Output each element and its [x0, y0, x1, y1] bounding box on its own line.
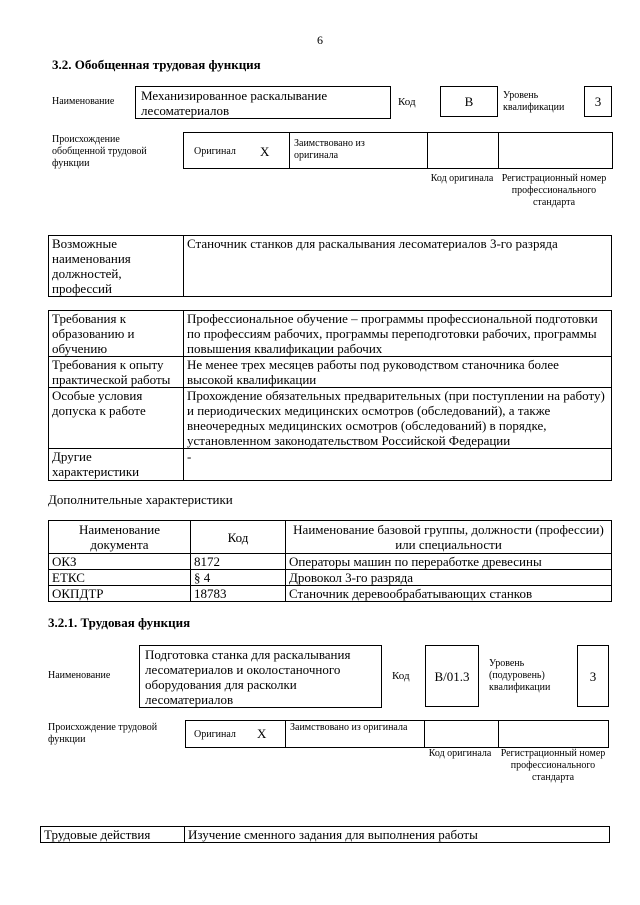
col-doc-header: Наименование документа: [49, 521, 191, 554]
table-row-name: Операторы машин по переработке древесины: [286, 554, 612, 570]
req-value: Прохождение обязательных предварительных (при поступлении на работу) и периодических медицинских осмотров (обследований), а также внеочередных медицинских осмотров (обследований) в порядке, установленном законодательством Российской Федерации: [184, 388, 612, 449]
table-row-name: Дровокол 3-го разряда: [286, 570, 612, 586]
actions-table: [40, 826, 610, 843]
positions-table: [48, 235, 612, 297]
table-row-doc: ОКЗ: [49, 554, 191, 570]
additional-heading: Дополнительные характеристики: [48, 492, 233, 507]
req-label: Особые условия допуска к работе: [49, 388, 184, 449]
table-row-code: § 4: [191, 570, 286, 586]
section-heading-3-2-1: 3.2.1. Трудовая функция: [48, 615, 191, 630]
code-label: Код: [398, 96, 416, 108]
actions-value: Изучение сменного задания для выполнения работы: [185, 827, 610, 843]
requirements-table: [48, 310, 612, 481]
col-name-header: Наименование базовой группы, должности (профессии) или специальности: [286, 521, 612, 554]
tf-code-value: B/01.3: [434, 668, 470, 684]
req-label: Требования к опыту практической работы: [49, 357, 184, 388]
gtf-name-box: [135, 86, 391, 119]
tf-reg-number-label: Регистрационный номер профессионального стандарта: [500, 748, 606, 783]
table-row-code: 8172: [191, 554, 286, 570]
tf-name-label: Наименование: [48, 670, 111, 681]
actions-label: Трудовые действия: [41, 827, 185, 843]
table-row-doc: ОКПДТР: [49, 586, 191, 602]
gtf-name-value: Механизированное раскалывание лесоматериалов: [141, 88, 328, 118]
reg-number-label: Регистрационный номер профессионального стандарта: [501, 173, 607, 208]
req-label: Требования к образованию и обучению: [49, 311, 184, 357]
tf-original-label: Оригинал: [194, 729, 236, 740]
req-value: Не менее трех месяцев работы под руководством станочника более высокой квалификации: [184, 357, 612, 388]
origin-box: [183, 132, 613, 169]
gtf-code-value: B: [464, 94, 474, 109]
origin-label: Происхождение обобщенной трудовой функции: [52, 134, 147, 169]
tf-level-box: [577, 645, 609, 707]
original-mark: X: [260, 144, 270, 159]
table-row-name: Станочник деревообрабатывающих станков: [286, 586, 612, 602]
gtf-code-box: [440, 86, 498, 117]
tf-name-value: Подготовка станка для раскалывания лесоматериалов и околостаночного оборудования для расколки лесоматериалов: [145, 647, 351, 707]
gtf-level-box: [584, 86, 612, 117]
tf-origin-box: [185, 720, 609, 748]
page-number: 6: [317, 33, 323, 47]
gtf-level-value: 3: [594, 94, 602, 109]
req-label: Другие характеристики: [49, 449, 184, 481]
req-value: -: [184, 449, 612, 481]
tf-original-mark: X: [257, 726, 267, 741]
tf-borrowed-label: Заимствовано из оригинала: [290, 722, 408, 733]
table-row-code: 18783: [191, 586, 286, 602]
additional-table: [48, 520, 612, 602]
tf-code-label: Код: [392, 670, 410, 682]
tf-origin-label: Происхождение трудовой функции: [48, 722, 158, 745]
tf-level-value: 3: [589, 668, 597, 684]
tf-code-box: [425, 645, 479, 707]
table-row-doc: ЕТКС: [49, 570, 191, 586]
positions-value: Станочник станков для раскалывания лесоматериалов 3-го разряда: [184, 236, 612, 297]
tf-name-box: [139, 645, 382, 708]
name-label: Наименование: [52, 96, 115, 107]
col-code-header: Код: [191, 521, 286, 554]
borrowed-label: Заимствовано из оригинала: [294, 138, 365, 161]
level-label: Уровень квалификации: [503, 90, 565, 113]
positions-label: Возможные наименования должностей, профессий: [49, 236, 184, 297]
code-original-label: Код оригинала: [430, 173, 494, 184]
tf-level-label: Уровень (подуровень) квалификации: [489, 658, 551, 693]
original-label: Оригинал: [194, 146, 236, 157]
section-heading-3-2: 3.2. Обобщенная трудовая функция: [52, 57, 261, 72]
tf-code-original-label: Код оригинала: [428, 748, 492, 759]
req-value: Профессиональное обучение – программы профессиональной подготовки по профессиям рабочих, программы переподготовки рабочих, программы повышения квалификации рабочих: [184, 311, 612, 357]
